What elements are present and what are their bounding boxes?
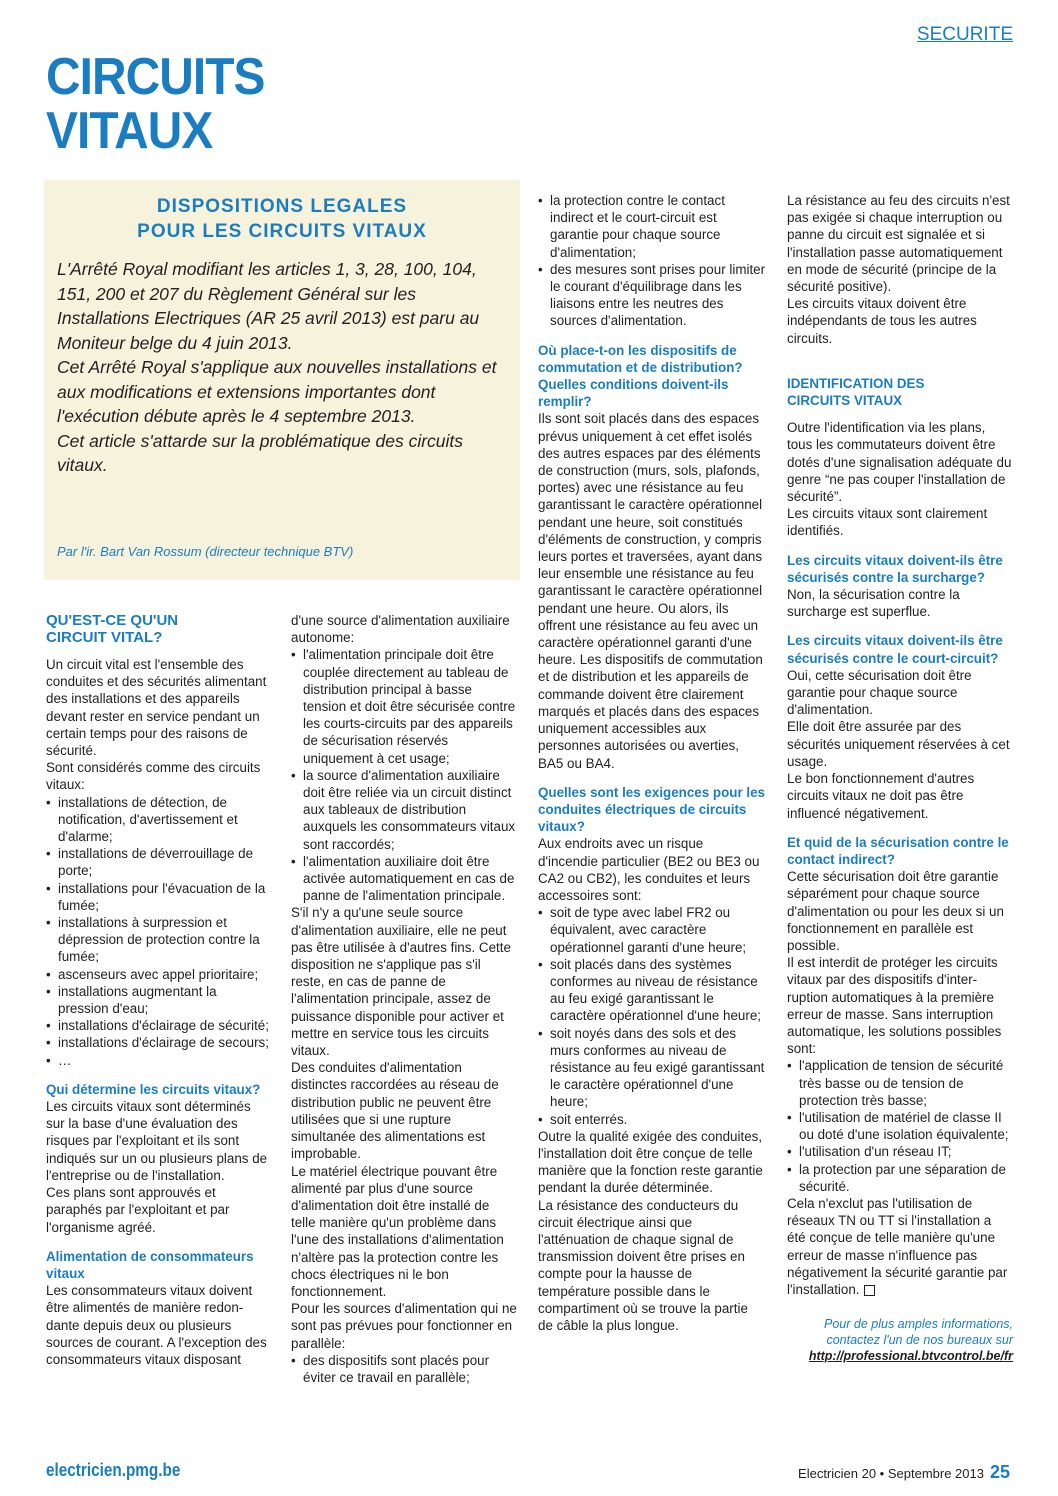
paragraph: Outre l'identification via les plans, tous les commutateurs doivent être dotés d'une signalisation adéquate du genre “ne pas couper l'installation de sécurité”. (787, 420, 1012, 505)
list-item: • des dispositifs sont placés pour éviter ce travail en parallèle; (291, 1352, 517, 1386)
section-heading: QU'EST-CE QU'UN CIRCUIT VITAL? (46, 612, 179, 646)
paragraph: Les circuits vitaux sont clairement identifiés. (787, 506, 988, 539)
list-item: • soit de type avec label FR2 ou équivalent, avec caractère opérationnel garanti d'une heure; (538, 904, 766, 956)
section-heading: Les circuits vitaux doivent-ils être sécurisés contre le court-circuit? (787, 633, 1003, 666)
paragraph: Un circuit vital est l'ensemble des conduites et des sécurités alimentant des installations et des appareils devant rester en service pendant un certain temps pour des raisons de sécurité. (46, 657, 267, 759)
section-tag: SECURITE (916, 24, 1013, 45)
list-item: • installations de détection, de notification, d'avertissement et d'alarme; (46, 794, 270, 846)
list-item: • installations pour l'évacuation de la fumée; (46, 880, 270, 914)
list-item: • … (46, 1052, 270, 1069)
list-item: • l'utilisation d'un réseau IT; (787, 1143, 1013, 1160)
list-item: • la source d'alimentation auxiliaire doit être reliée via un circuit distinct aux tableaux de distribution auxquels les consommateurs vitaux sont raccordés; (291, 767, 517, 853)
paragraph: Sont considérés comme des circuits vitaux: (46, 760, 261, 793)
list-item: • installations augmentant la pression d'eau; (46, 983, 270, 1017)
paragraph: La résistance des conducteurs du circuit électrique ainsi que l'atténuation de chaque signal de transmission doivent être prises en compte pour la hausse de température possible dans le compartiment où se trouve la partie de câble la plus longue. (538, 1197, 748, 1333)
title-line: CIRCUITS (46, 48, 265, 106)
paragraph: Outre la qualité exigée des conduites, l'installation doit être conçue de telle manière que la fonction reste garantie pendant la durée déterminée. (538, 1128, 763, 1196)
list-item: • soit noyés dans des sols et des murs conformes au niveau de résistance au feu exigé garantissant le caractère opérationnel d'une heure; (538, 1025, 766, 1111)
paragraph: Oui, cette sécurisation doit être garantie pour chaque source d'alimentation. (787, 667, 972, 718)
end-square-icon (864, 1285, 875, 1296)
column-3 (538, 192, 766, 1334)
bullet-list (538, 192, 766, 330)
list-item: • l'alimentation principale doit être couplée directement au tableau de distribution principal à basse tension et doit être sécurisée contre les courts-circuits par des appareils de sécurisation réservés uniquement à cet usage; (291, 646, 517, 766)
list-item: • la protection par une séparation de sécurité. (787, 1161, 1013, 1195)
paragraph: S'il n'y a qu'une seule source d'alimentation auxiliaire, elle ne peut pas être utilisée à d'autres fins. Cette disposition ne s'applique pas s'il reste, en cas de panne de l'alimentation principale, assez de puissance disponible pour activer et mettre en service tous les circuits vitaux. (291, 905, 511, 1059)
paragraph: Le bon fonctionnement d'autres circuits vitaux ne doit pas être influencé négativement. (787, 771, 975, 821)
bullet-list (291, 1352, 517, 1386)
bullet-list (46, 794, 270, 1069)
intro-paragraph: Cet Arrêté Royal s'applique aux nouvelles installations et aux modifications et extensions importantes dont l'exécution débute après le 4 septembre 2013. (57, 357, 497, 426)
paragraph: Les circuits vitaux sont déterminés sur la base d'une évaluation des risques par l'exploitant et ils sont indiqués sur un ou plusieurs plans de l'entreprise ou de l'installation. (46, 1099, 268, 1183)
page-number: 25 (989, 1462, 1010, 1482)
paragraph: Les consommateurs vitaux doivent être alimentés de manière redondante depuis deux ou plusieurs sources de courant. A l'exception des consommateurs vitaux disposant (46, 1283, 267, 1367)
list-item: • la protection contre le contact indirect et le court-circuit est garantie pour chaque source d'alimentation; (538, 192, 766, 261)
section-heading: Alimentation de consommateurs vitaux (46, 1248, 254, 1281)
intro-author: Par l'ir. Bart Van Rossum (directeur technique BTV) (57, 544, 354, 559)
list-item: • des mesures sont prises pour limiter le courant d'équilibrage dans les liaisons entre les neutres des sources d'alimentation. (538, 261, 766, 330)
intro-heading-line: DISPOSITIONS LEGALES (156, 196, 408, 217)
paragraph: Des conduites d'alimentation distinctes raccordées au réseau de distribution public ne peuvent être utilisées que si une rupture simultanée des alimentations est improbable. (291, 1060, 499, 1162)
intro-box (44, 180, 520, 580)
intro-text (57, 257, 512, 478)
section-heading: IDENTIFICATION DES CIRCUITS VITAUX (787, 375, 925, 409)
intro-heading-line: POUR LES CIRCUITS VITAUX (137, 221, 427, 242)
paragraph: Il est interdit de protéger les circuits vitaux par des dispositifs d'interruption automatiques à la première erreur de masse. Sans interruption automatique, les solutions possibles sont: (787, 955, 1002, 1057)
intro-heading (44, 194, 520, 244)
section-heading: Quelles sont les exigences pour les conduites électriques de circuits vitaux? (538, 784, 765, 835)
bullet-list (787, 1057, 1013, 1195)
list-item: • installations d'éclairage de sécurité; (46, 1017, 270, 1034)
list-item: • ascenseurs avec appel prioritaire; (46, 966, 270, 983)
title-line: VITAUX (46, 102, 213, 160)
footer-issue (798, 1462, 1010, 1483)
list-item: • l'alimentation auxiliaire doit être activée automatiquement en cas de panne de l'alimentation principale. (291, 853, 517, 905)
column-4 (787, 192, 1013, 1364)
footer-website[interactable]: electricien.pmg.be (46, 1460, 181, 1480)
paragraph: Elle doit être assurée par des sécurités uniquement réservées à cet usage. (787, 719, 1010, 769)
paragraph: d'une source d'alimentation auxiliaire autonome: (291, 613, 510, 646)
contact-info (787, 1316, 1013, 1364)
section-heading: Qui détermine les circuits vitaux? (46, 1081, 261, 1097)
paragraph (787, 1195, 1013, 1298)
page-title (46, 50, 265, 158)
paragraph-text: Cela n'exclut pas l'utilisation de réseaux TN ou TT si l'installation a été conçue de telle manière qu'une erreur de masse n'influence pas négativement la sécurité garantie par l'installation. (787, 1195, 1008, 1297)
contact-line: Pour de plus amples informations, (824, 1317, 1013, 1332)
list-item: • installations d'éclairage de secours; (46, 1034, 270, 1051)
list-item: • soit placés dans des systèmes conformes au niveau de résistance au feu exigé garantissant le caractère opérationnel d'une heure; (538, 956, 766, 1025)
paragraph: Non, la sécurisation contre la surcharge est superflue. (787, 587, 960, 620)
paragraph: La résistance au feu des circuits n'est pas exigée si chaque interruption ou panne du circuit est signalée et si l'installation passe automatiquement en mode de sécurité (principe de la sécurité positive). (787, 193, 1010, 295)
paragraph: Pour les sources d'alimentation qui ne sont pas prévues pour fonctionner en parallèle: (291, 1301, 517, 1351)
list-item: • installations à surpression et dépression de protection contre la fumée; (46, 914, 270, 966)
paragraph: Le matériel électrique pouvant être alimenté par plus d'une source d'alimentation doit être installé de telle manière qu'un problème dans l'une des installations d'alimentation n'altère pas la protection contre les chocs électriques ni le bon fonctionnement. (291, 1163, 504, 1299)
bullet-list (291, 646, 517, 904)
section-heading: Les circuits vitaux doivent-ils être sécurisés contre la surcharge? (787, 552, 1003, 585)
list-item: • l'application de tension de sécurité très basse ou de tension de protection très basse; (787, 1057, 1013, 1109)
list-item: • l'utilisation de matériel de classe II ou doté d'une isolation équivalente; (787, 1109, 1013, 1143)
contact-line: contactez l'un de nos bureaux sur (826, 1333, 1013, 1348)
list-item: • soit enterrés. (538, 1111, 766, 1128)
bullet-list (538, 904, 766, 1128)
paragraph: Cette sécurisation doit être garantie séparément pour chaque source d'alimentation ou pour les deux si un fonctionnement en parallèle est possible. (787, 869, 1004, 953)
paragraph: Les circuits vitaux doivent être indépendants de tous les autres circuits. (787, 296, 977, 346)
paragraph: Aux endroits avec un risque d'incendie particulier (BE2 ou BE3 ou CA2 ou CB2), les conduites et leurs accessoires sont: (538, 836, 760, 903)
paragraph: Ils sont soit placés dans des espaces prévus uniquement à cet effet isolés des autres espaces par des éléments de construction (murs, sols, plafonds, portes) avec une résistance au feu garantissant le caractère opérationnel pendant une heure, soit constitués d'éléments de construction, y compris leurs portes et traversées, ayant dans leur ensemble une résistance au feu garantissant le caractère opérationnel pendant une heure. Ou alors, ils offrent une résistance au feu avec un caractère opérationnel garanti d'une heure. Les dispositifs de commutation et de distribution et les appareils de commande doivent être clairement marqués et placés dans des espaces uniquement accessibles aux personnes autorisées ou averties, BA5 ou BA4. (538, 411, 763, 771)
column-2 (291, 612, 517, 1386)
paragraph: Ces plans sont approuvés et paraphés par l'exploitant et par l'organisme agréé. (46, 1185, 230, 1235)
intro-paragraph: Cet article s'attarde sur la problématique des circuits vitaux. (57, 430, 464, 475)
issue-label: Electricien 20 • Septembre 2013 (798, 1466, 984, 1481)
column-1 (46, 612, 270, 1368)
section-heading: Où place-t-on les dispositifs de commutation et de distribution? Quelles conditions doivent-ils remplir? (538, 342, 743, 410)
contact-link[interactable]: http://professional.btvcontrol.be/fr (808, 1349, 1013, 1364)
intro-paragraph: L'Arrêté Royal modifiant les articles 1, 3, 28, 100, 104, 151, 200 et 207 du Règlement Général sur les Installations Electriques (AR 25 avril 2013) est paru au Moniteur belge du 4 juin 2013. (57, 259, 480, 353)
section-heading: Et quid de la sécurisation contre le contact indirect? (787, 834, 1009, 867)
list-item: • installations de déverrouillage de porte; (46, 845, 270, 879)
